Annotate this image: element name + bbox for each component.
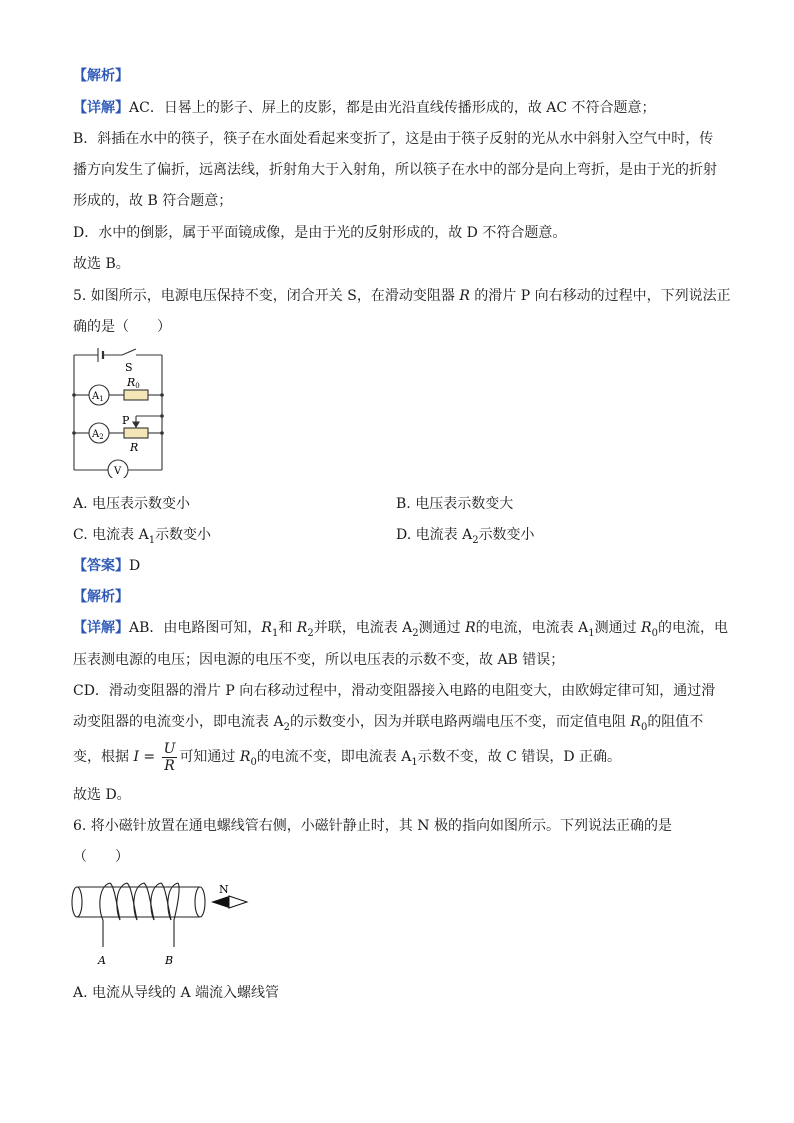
d1-R2sub: 2: [307, 627, 314, 639]
q5-stem-b: 的滑片 P 向右移动的过程中，下列说法正: [469, 288, 731, 304]
fraction-numerator: U: [163, 740, 176, 757]
q5-detail-tag: 【详解】: [73, 620, 129, 636]
q5-answer: [73, 556, 140, 576]
q5-option-c-sub: 1: [148, 534, 156, 546]
d5-eq: =: [138, 749, 160, 765]
d5-c: 的电流不变，即电流表 A: [256, 749, 412, 765]
d1-b: 和: [278, 620, 297, 636]
d1-a: AB．由电路图可知，: [129, 620, 262, 636]
q5-option-c-b: 示数变小: [155, 527, 212, 543]
q5-detail-line-3: CD．滑动变阻器的滑片 P 向右移动过程中，滑动变阻器接入电路的电阻变大，由欧姆定律可知，通过滑: [73, 683, 716, 699]
q4-conclusion: 故选 B。: [73, 256, 130, 272]
d1-R0sub: 0: [651, 627, 658, 639]
d1-R2: R: [296, 620, 308, 636]
ammeter-a2-sub: 2: [99, 433, 104, 441]
d1-g: 的电流，电: [657, 620, 728, 636]
d4-R0: R: [630, 714, 641, 730]
q5-detail-line-2: 压表测电源的电压；因电源的电压不变，所以电压表的示数不变，故 AB 错误；: [73, 652, 565, 668]
ammeter-a1-text: A: [92, 391, 100, 402]
q5-stem-a: 5. 如图所示，电源电压保持不变，闭合开关 S，在滑动变阻器: [73, 288, 460, 304]
q5-detail-line-1: [73, 618, 728, 638]
ammeter-a2-text: A: [92, 429, 100, 440]
solenoid-figure: [70, 880, 255, 972]
d5-a: 变，根据: [73, 749, 134, 765]
q5-option-c: [73, 525, 211, 545]
q5-option-d: [396, 525, 535, 545]
d5-R0: R: [239, 749, 251, 765]
d5-A1sub: 1: [411, 756, 418, 768]
d1-R1sub: 1: [271, 627, 279, 639]
d1-A2sub: 2: [412, 627, 419, 639]
detail-tag: 【详解】: [73, 100, 129, 116]
q4-detail-line-2: B．斜插在水中的筷子，筷子在水面处看起来变折了，这是由于筷子反射的光从水中斜射入空气中时，传: [73, 131, 714, 147]
q5-option-d-b: 示数变小: [478, 527, 535, 543]
q4-detail-text: AC．日晷上的影子、屏上的皮影，都是由光沿直线传播形成的，故 AC 不符合题意；: [129, 100, 656, 116]
q5-detail-line-5: [73, 740, 621, 774]
resistor-r0-label: [126, 376, 140, 390]
q5-option-d-sub: 2: [472, 534, 479, 546]
d1-c: 并联，电流表 A: [313, 620, 413, 636]
voltmeter-label: V: [114, 466, 122, 477]
analysis-tag: 【解析】: [73, 68, 129, 84]
d1-R1: R: [261, 620, 272, 636]
q5-analysis-tag: 【解析】: [73, 589, 129, 605]
d1-R0: R: [641, 620, 652, 636]
q5-option-d-a: D. 电流表 A: [396, 527, 473, 543]
ammeter-a1-sub: 1: [99, 395, 104, 403]
answer-tag: 【答案】: [73, 558, 129, 574]
slider-p-label: P: [122, 414, 130, 427]
q5-conclusion: 故选 D。: [73, 787, 131, 803]
resistor-r0-text: R: [127, 376, 136, 389]
q5-stem-R: R: [459, 288, 470, 304]
q4-detail-line-5: D．水中的倒影，属于平面镜成像，是由于光的反射形成的，故 D 不符合题意。: [73, 225, 567, 241]
q4-detail-line-3: 播方向发生了偏折，远离法线，折射角大于入射角，所以筷子在水中的部分是向上弯折，是由于光的折射: [73, 162, 717, 178]
switch-label: S: [125, 361, 133, 374]
d5-I: I: [133, 749, 139, 765]
q5-stem-line-2: 确的是（ ）: [73, 319, 171, 335]
rheostat-r-label: R: [130, 441, 139, 454]
q5-option-c-a: C. 电流表 A: [73, 527, 149, 543]
d5-d: 示数不变，故 C 错误，D 正确。: [417, 749, 622, 765]
north-pole-label: N: [219, 883, 229, 896]
d1-A1sub: 1: [588, 627, 595, 639]
q5-option-b: B. 电压表示数变大: [396, 496, 514, 512]
q5-stem-line-1: [73, 286, 731, 306]
d5-R0sub: 0: [250, 756, 257, 768]
d4-b: 的示数变小，因为并联电路两端电压不变，而定值电阻: [289, 714, 631, 730]
q6-stem-line-2: （ ）: [73, 849, 129, 865]
d4-a: 动变阻器的电流变小，即电流表 A: [73, 714, 284, 730]
d1-e: 的电流，电流表 A: [475, 620, 589, 636]
circuit-diagram: [70, 346, 170, 478]
d1-R: R: [465, 620, 476, 636]
ammeter-a1-label: [91, 391, 104, 403]
terminal-b-label: B: [165, 954, 174, 967]
d1-d: 测通过: [418, 620, 466, 636]
q4-detail-line-1: [73, 98, 656, 118]
q5-option-a: A. 电压表示数变小: [73, 496, 191, 512]
resistor-r0-sub: 0: [135, 382, 140, 390]
q6-option-a: A. 电流从导线的 A 端流入螺线管: [73, 985, 280, 1001]
q5-detail-line-4: [73, 712, 703, 732]
d5-b: 可知通过: [179, 749, 240, 765]
d4-c: 的阻值不: [647, 714, 704, 730]
q6-stem-line-1: 6. 将小磁针放置在通电螺线管右侧，小磁针静止时，其 N 极的指向如图所示。下列说法正确的是: [73, 818, 672, 834]
answer-value: D: [129, 558, 141, 574]
fraction-denominator: R: [164, 757, 175, 774]
ohm-law-fraction: [162, 741, 178, 774]
d4-R0sub: 0: [640, 721, 648, 733]
q4-detail-line-4: 形成的，故 B 符合题意；: [73, 193, 233, 209]
d4-sub: 2: [283, 721, 290, 733]
terminal-a-label: A: [98, 954, 106, 967]
d1-f: 测通过: [594, 620, 642, 636]
ammeter-a2-label: [91, 429, 104, 441]
